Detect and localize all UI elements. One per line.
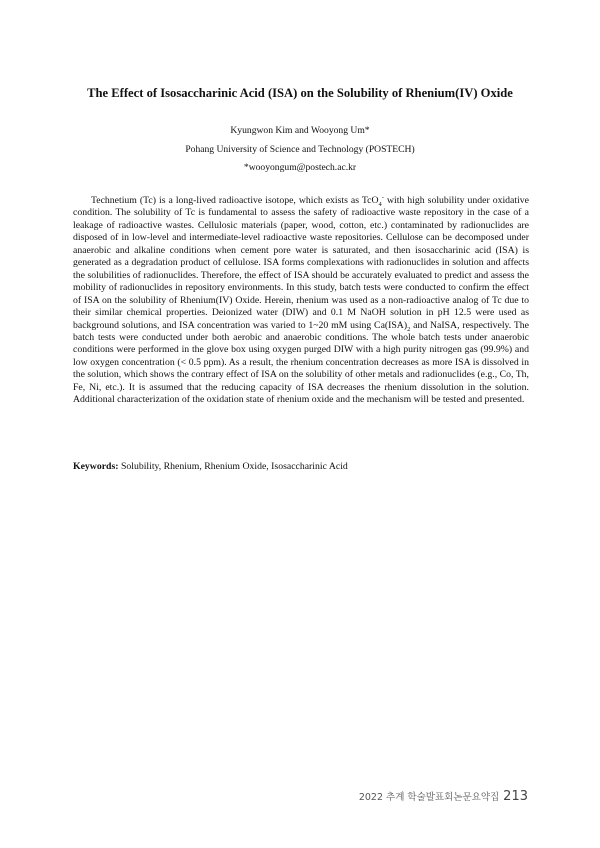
- tco4-superscript: -: [381, 193, 384, 201]
- author-names: Kyungwon Kim and Wooyong Um*: [230, 125, 370, 136]
- page-number: 213: [503, 789, 528, 804]
- abstract-text-3: and NaISA, respectively. The batch tests were conducted under both aerobic and anaerobic conditions. The whole batch tests under anaerobic conditions were performed in the glove box using oxygen purged DIW with a high purity nitrogen gas (99.9%) and low oxygen concentration (< 0.5 ppm). As a result, the rhenium concentration decreases as more ISA is dissolved in the solution, which shows the contrary effect of ISA on the solubility of other metals and radionuclides (e.g., Co, Th, Fe, Ni, etc.). It is assumed that the reducing capacity of ISA decreases the rhenium dissolution in the solution. Additional characterization of the oxidation state of rhenium oxide and the mechanism will be tested and presented.: [73, 319, 530, 406]
- tco4-subscript: 4: [378, 200, 382, 208]
- abstract-text-1: Technetium (Tc) is a long-lived radioactive isotope, which exists as TcO: [91, 195, 379, 206]
- keywords-label: Keywords:: [73, 461, 119, 472]
- abstract-text-2: with high solubility under oxidative condition. The solubility of Tc is fundamental to assess the safety of radioactive waste repository in the case of a leakage of radioactive wastes. Cellulosic materials (paper, wood, cotton, etc.) contaminated by radionuclides are disposed of in low-level and intermediate-level radioactive waste repositories. Cellulose can be decomposed under anaerobic and alkaline conditions when cement pore water is saturated, and then isosaccharinic acid (ISA) is generated as a degradation product of cellulose. ISA forms complexations with radionuclides in solution and affects the solubilities of radionuclides. Therefore, the effect of ISA should be accurately evaluated to predict and assess the mobility of radionuclides in repository environments. In this study, batch tests were conducted to confirm the effect of ISA on the solubility of Rhenium(IV) Oxide. Herein, rhenium was used as a non-radioactive analog of Tc due to their similar chemical properties. Deionized water (DIW) and 0.1 M NaOH solution in pH 12.5 were used as background solutions, and ISA concentration was varied to 1~20 mM using Ca(ISA): [73, 195, 529, 331]
- author-block: [40, 122, 560, 178]
- paper-title: The Effect of Isosaccharinic Acid (ISA) on the Solubility of Rhenium(IV) Oxide: [87, 86, 513, 100]
- footer-proceedings-title: 2022 추계 학술발표회논문요약집: [358, 792, 500, 803]
- page-footer: [359, 789, 528, 804]
- ca-isa-subscript: 2: [407, 325, 411, 333]
- abstract-paragraph: [73, 195, 529, 407]
- keywords-list: Solubility, Rhenium, Rhenium Oxide, Isosaccharinic Acid: [118, 461, 348, 472]
- affiliation: Pohang University of Science and Technology (POSTECH): [185, 143, 415, 155]
- author-email: *wooyongum@postech.ac.kr: [243, 162, 357, 173]
- keywords-line: [73, 461, 529, 472]
